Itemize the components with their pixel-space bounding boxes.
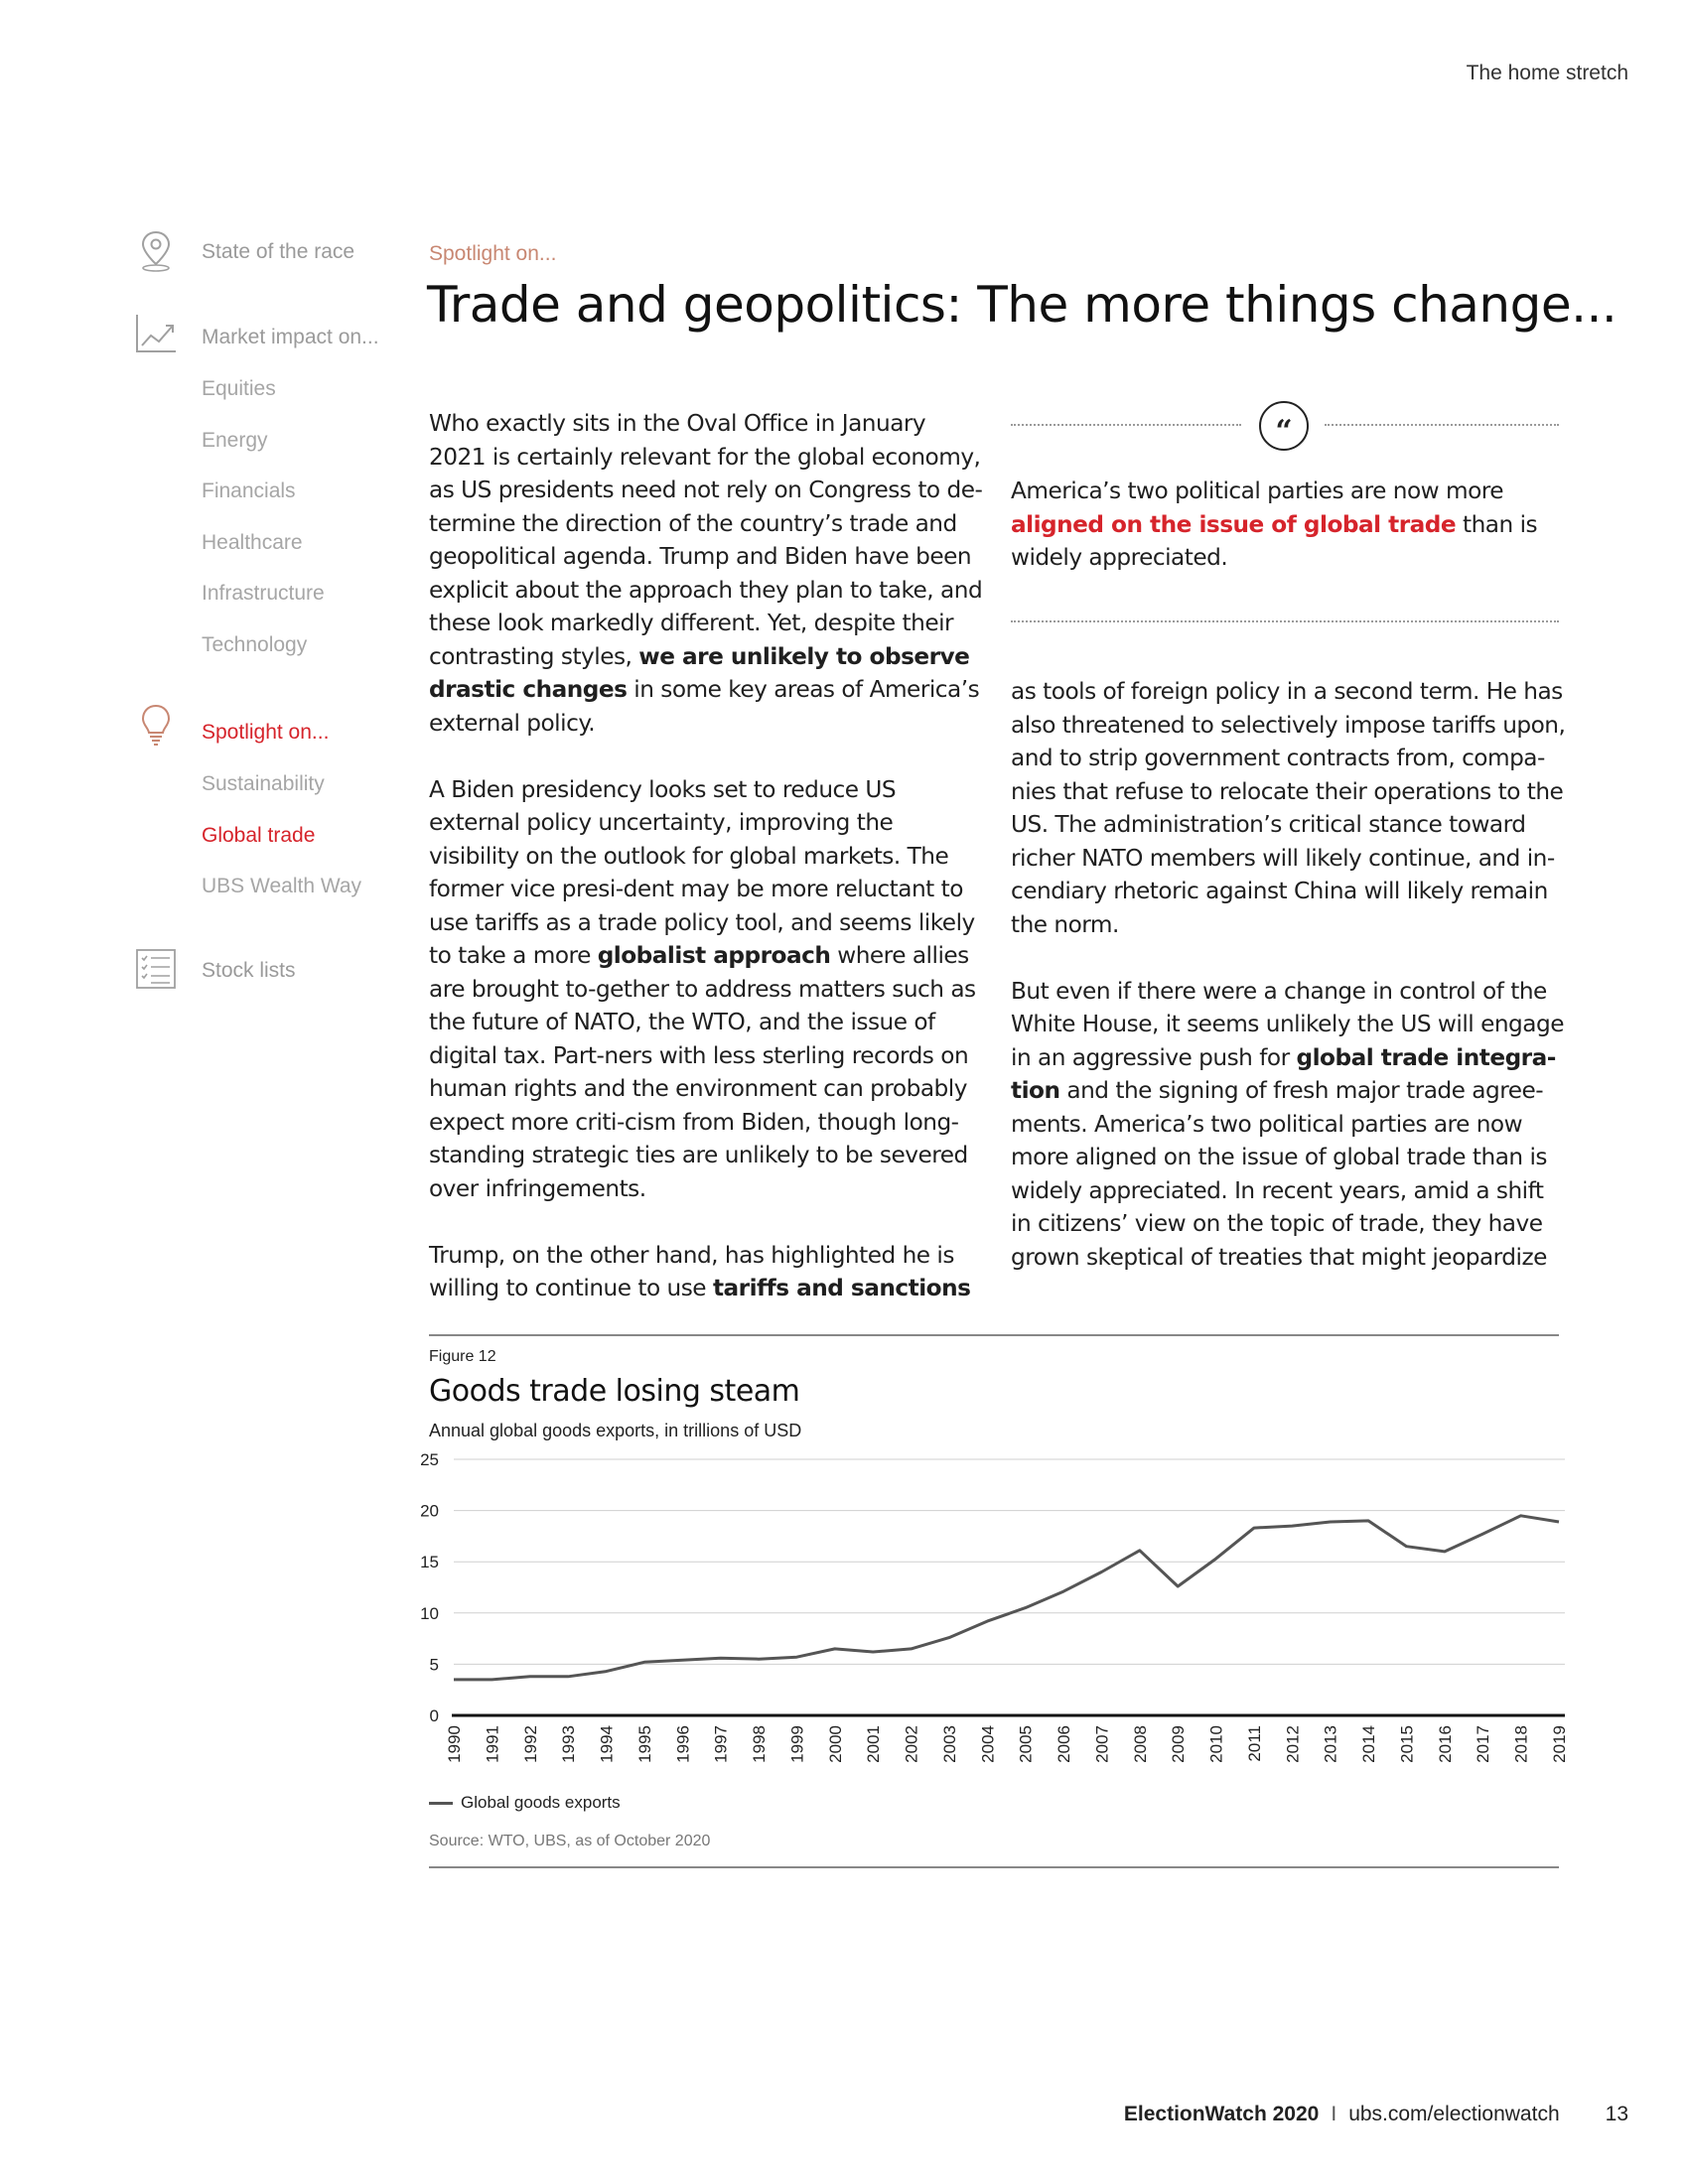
x-tick-label: 2015 — [1397, 1725, 1417, 1763]
x-tick-label: 1991 — [483, 1725, 502, 1763]
sidebar-item-label: Spotlight on... — [202, 721, 330, 744]
sidebar-subitem-infrastructure[interactable]: Infrastructure — [202, 582, 325, 605]
quote-icon: “ — [1259, 401, 1309, 451]
x-tick-label: 2017 — [1474, 1725, 1493, 1763]
article-kicker: Spotlight on... — [429, 242, 557, 265]
y-tick-label: 15 — [420, 1553, 439, 1572]
sidebar-subitem-technology[interactable]: Technology — [202, 633, 308, 656]
x-tick-label: 2008 — [1130, 1725, 1150, 1763]
x-tick-label: 1990 — [445, 1725, 464, 1763]
line-chart-icon — [134, 312, 178, 355]
paragraph: as tools of foreign policy in a second term. He has also threatened to selectively impose tariffs upon, and to strip government contracts from, compa-nies that refuse to relocate their operations to the US. The administration’s critical stance toward richer NATO members will likely continue, and in-cendiary rhetoric against China will likely remain the norm. — [1011, 678, 1566, 938]
y-tick-label: 0 — [429, 1706, 439, 1725]
sidebar-subitem-sustainability[interactable]: Sustainability — [202, 772, 325, 795]
x-tick-label: 2009 — [1169, 1725, 1189, 1763]
x-tick-label: 2013 — [1321, 1725, 1340, 1763]
figure-rule — [429, 1334, 1559, 1336]
page-number: 13 — [1605, 2103, 1628, 2125]
sidebar-subitem-energy[interactable]: Energy — [202, 429, 268, 452]
location-pin-icon — [134, 228, 178, 272]
x-tick-label: 1995 — [634, 1725, 654, 1763]
divider — [1011, 620, 1559, 622]
footer-brand: ElectionWatch 2020 — [1123, 2103, 1320, 2125]
sidebar-subitem-ubs-wealth-way[interactable]: UBS Wealth Way — [202, 875, 362, 897]
series-line-global-goods-exports — [454, 1516, 1559, 1680]
x-tick-label: 2003 — [939, 1725, 959, 1763]
legend-label: Global goods exports — [461, 1793, 621, 1812]
x-tick-label: 2014 — [1359, 1725, 1379, 1763]
y-tick-label: 25 — [420, 1450, 439, 1469]
y-tick-label: 20 — [420, 1501, 439, 1521]
x-tick-label: 2018 — [1511, 1725, 1531, 1763]
divider — [1011, 424, 1241, 426]
x-tick-label: 2010 — [1206, 1725, 1226, 1763]
figure-number: Figure 12 — [429, 1348, 496, 1365]
line-chart — [417, 1449, 1569, 1787]
x-tick-label: 2004 — [978, 1725, 998, 1763]
page-footer — [1124, 2103, 1628, 2126]
paragraph: Who exactly sits in the Oval Office in January 2021 is certainly relevant for the global economy, as US presidents need not rely on Congress to de-termine the direction of the country’s trade and geopolitical agenda. Trump and Biden have been explicit about the approach they plan to take, and these look markedly different. Yet, despite their contrasting styles, we are unlikely to observe drastic changes in some key areas of America’s external policy. — [429, 410, 983, 737]
x-tick-label: 2012 — [1283, 1725, 1303, 1763]
sidebar-subitem-financials[interactable]: Financials — [202, 479, 296, 502]
paragraph: But even if there were a change in control of the White House, it seems unlikely the US will engage in an aggressive push for global trade integra-tion and the signing of fresh major trade agree-ments. America’s two political parties are now more aligned on the issue of global trade than is widely appreciated. In recent years, amid a shift in citizens’ view on the topic of trade, they have grown skeptical of treaties that might jeopardize — [1011, 977, 1564, 1271]
x-tick-label: 1999 — [787, 1725, 807, 1763]
divider — [1325, 424, 1559, 426]
footer-url[interactable]: ubs.com/electionwatch — [1348, 2103, 1560, 2125]
x-tick-label: 2019 — [1550, 1725, 1569, 1763]
paragraph: A Biden presidency looks set to reduce US external policy uncertainty, improving the visibility on the outlook for global markets. The former vice presi-dent may be more reluctant to use tariffs as a trade policy tool, and seems likely to take a more globalist approach where allies are brought to-gether to address matters such as the future of NATO, the WTO, and the issue of digital tax. Part-ners with less sterling records on human rights and the environment can probably expect more criti-cism from Biden, though long-standing strategic ties are unlikely to be severed over infringements. — [429, 775, 976, 1202]
x-tick-label: 2007 — [1092, 1725, 1112, 1763]
x-tick-label: 1992 — [520, 1725, 540, 1763]
x-tick-label: 1996 — [673, 1725, 693, 1763]
lightbulb-icon — [134, 703, 178, 747]
sidebar-subitem-equities[interactable]: Equities — [202, 377, 276, 400]
figure-source: Source: WTO, UBS, as of October 2020 — [429, 1833, 711, 1849]
x-tick-label: 1998 — [750, 1725, 770, 1763]
x-tick-label: 1994 — [597, 1725, 617, 1763]
paragraph: Trump, on the other hand, has highlighted he is willing to continue to use tariffs and sanctions — [429, 1241, 971, 1301]
x-tick-label: 2016 — [1435, 1725, 1455, 1763]
x-tick-label: 2005 — [1016, 1725, 1036, 1763]
section-header: The home stretch — [1466, 62, 1628, 84]
x-tick-label: 2001 — [864, 1725, 884, 1763]
chart-legend — [429, 1793, 621, 1813]
page-title: Trade and geopolitics: The more things change... — [427, 276, 1618, 334]
x-tick-label: 2000 — [825, 1725, 845, 1763]
legend-swatch — [429, 1802, 453, 1805]
sidebar-item-label: Stock lists — [202, 959, 296, 982]
x-tick-label: 2002 — [902, 1725, 921, 1763]
x-tick-label: 2006 — [1055, 1725, 1074, 1763]
x-tick-label: 1997 — [711, 1725, 731, 1763]
y-tick-label: 10 — [420, 1603, 439, 1623]
figure-subtitle: Annual global goods exports, in trillions of USD — [429, 1421, 802, 1440]
x-tick-label: 2011 — [1244, 1725, 1264, 1762]
sidebar-subitem-healthcare[interactable]: Healthcare — [202, 531, 303, 554]
checklist-icon — [134, 947, 178, 991]
sidebar-item-label: State of the race — [202, 240, 355, 263]
footer-separator: I — [1331, 2103, 1337, 2125]
article-column-right — [1011, 675, 1567, 1307]
figure-rule — [429, 1866, 1559, 1868]
sidebar-subitem-global-trade[interactable]: Global trade — [202, 824, 316, 847]
article-column-left — [429, 407, 985, 1338]
sidebar-item-label: Market impact on... — [202, 326, 379, 348]
pull-quote: America’s two political parties are now more aligned on the issue of global trade than is widely appreciated. — [1011, 478, 1538, 571]
x-tick-label: 1993 — [559, 1725, 579, 1763]
figure-title: Goods trade losing steam — [429, 1374, 800, 1409]
y-tick-label: 5 — [429, 1655, 439, 1675]
